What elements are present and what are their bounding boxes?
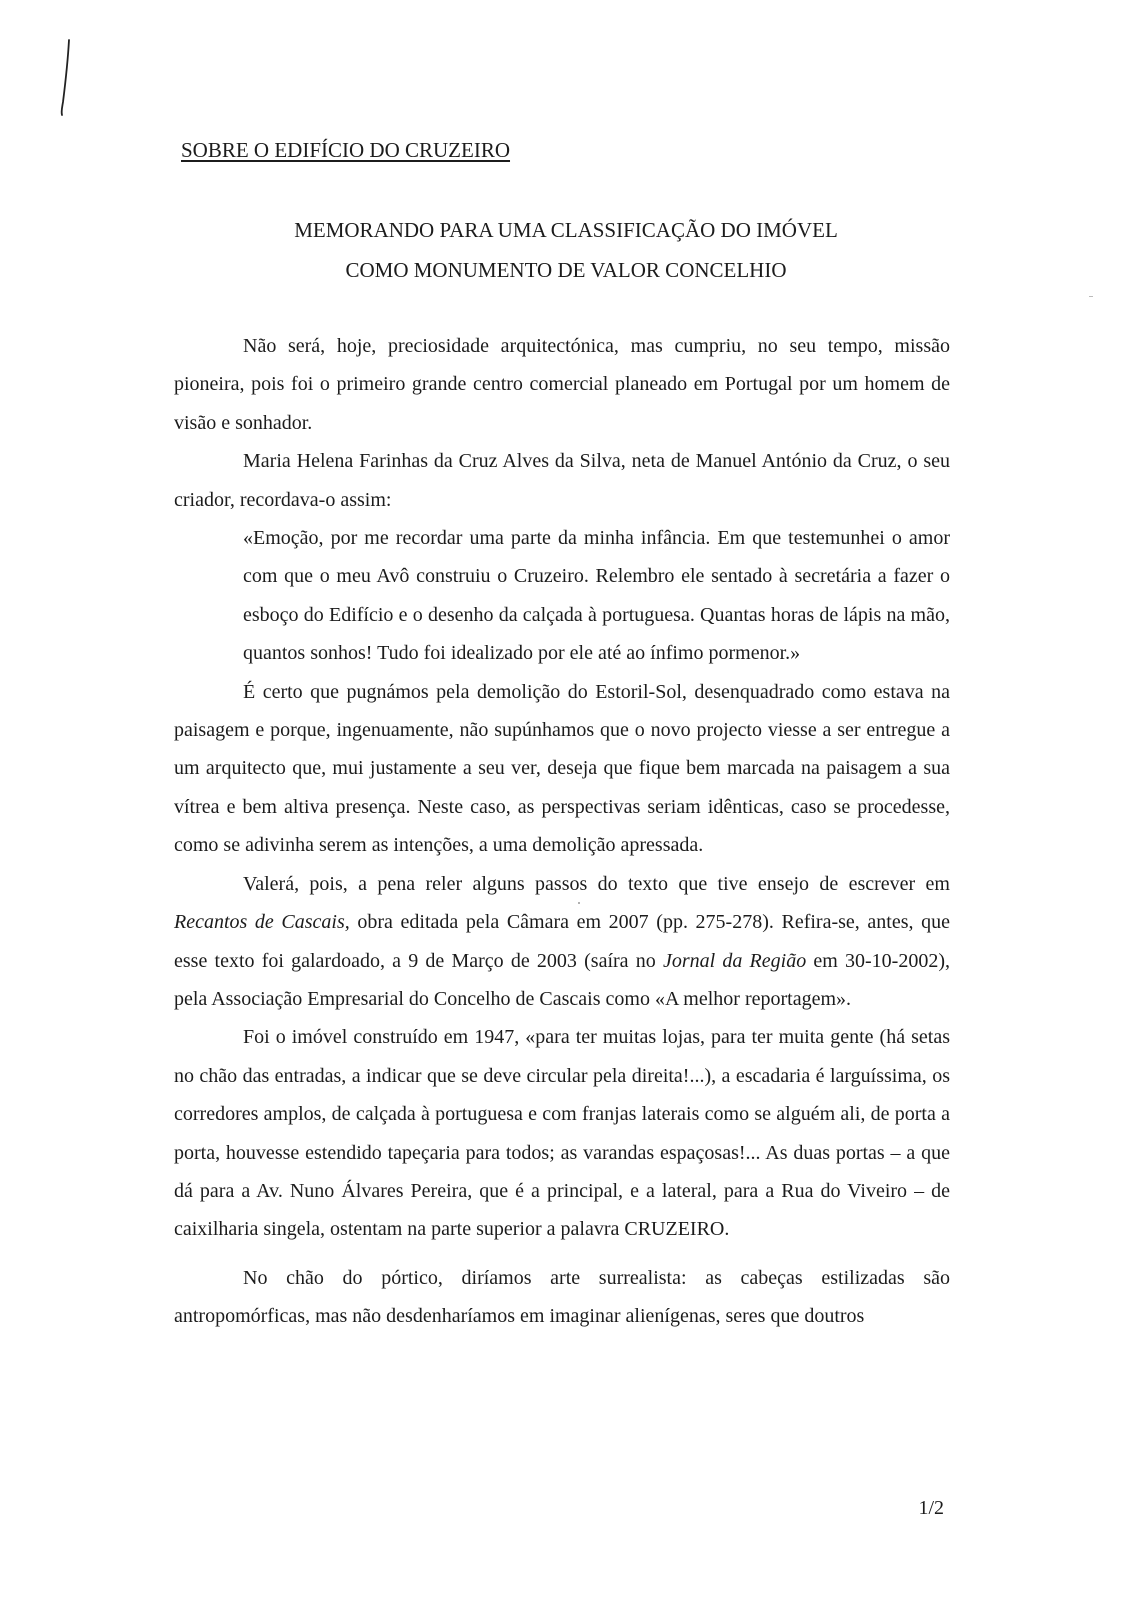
- paragraph-7: No chão do pórtico, diríamos arte surrealista: as cabeças estilizadas são antropomórficas, mas não desdenharíamos em imaginar alienígenas, seres que doutros: [174, 1266, 950, 1328]
- paragraph-6: Foi o imóvel construído em 1947, «para ter muitas lojas, para ter muita gente (há setas no chão das entradas, a indicar que se deve circular pela direita!...), a escadaria é larguíssima, os corredores amplos, de calçada à portuguesa e com franjas laterais como se alguém ali, de porta a porta, houvesse estendido tapeçaria para todos; as varandas espaçosas!... As duas portas – a que dá para a Av. Nuno Álvares Pereira, que é a principal, e a lateral, para a Rua do Viveiro – de caixilharia singela, ostentam na parte superior a palavra CRUZEIRO.: [174, 1026, 950, 1241]
- paragraph-2: Maria Helena Farinhas da Cruz Alves da Silva, neta de Manuel António da Cruz, o seu criador, recordava-o assim:: [174, 450, 950, 511]
- scan-speck: [578, 902, 580, 904]
- paragraph-4: É certo que pugnámos pela demolição do Estoril-Sol, desenquadrado como estava na paisagem e porque, ingenuamente, não supúnhamos que o novo projecto viesse a ser entregue a um arquitecto que, mui justamente a seu ver, deseja que fique bem marcada na paisagem a sua vítrea e bem altiva presença. Neste caso, as perspectivas seriam idênticas, caso se procedesse, como se adivinha serem as intenções, a uma demolição apressada.: [174, 680, 950, 857]
- scan-edge-mark: [1089, 296, 1093, 297]
- document-title: SOBRE O EDIFÍCIO DO CRUZEIRO: [181, 138, 511, 162]
- paragraph-1: Não será, hoje, preciosidade arquitectónica, mas cumpriu, no seu tempo, missão pioneira, pois foi o primeiro grande centro comercial planeado em Portugal por um homem de visão e sonhador.: [174, 335, 950, 434]
- document-subtitle-line-2: COMO MONUMENTO DE VALOR CONCELHIO: [345, 258, 787, 282]
- paragraph-5: [174, 865, 950, 1019]
- paragraph-5-text-e: em 30-10-2002), pela Associação Empresarial do Concelho de Cascais como «A melhor reportagem».: [174, 949, 951, 1010]
- paragraph-quote: «Emoção, por me recordar uma parte da minha infância. Em que testemunhei o amor com que o meu Avô construiu o Cruzeiro. Relembro ele sentado à secretária a fazer o esboço do Edifício e o desenho da calçada à portuguesa. Quantas horas de lápis na mão, quantos sonhos! Tudo foi idealizado por ele até ao ínfimo pormenor.»: [243, 527, 950, 665]
- paragraph-5-text-c: obra editada pela Câmara em 2007 (pp. 275-278). Refira-se, antes, que esse texto foi galardoado, a 9 de Março de 2003 (saíra no: [174, 911, 950, 972]
- paragraph-gap: [174, 1249, 950, 1259]
- book-title-recantos-de-cascais: Recantos de Cascais,: [174, 911, 350, 934]
- document-body: [174, 327, 950, 1336]
- document-subtitle-line-1: MEMORANDO PARA UMA CLASSIFICAÇÃO DO IMÓVEL: [294, 218, 838, 242]
- newspaper-title-jornal-da-regiao: Jornal da Região: [662, 949, 807, 972]
- handwritten-margin-mark: [55, 38, 85, 118]
- page-number: 1/2: [918, 1497, 944, 1519]
- paragraph-5-text-a: Valerá, pois, a pena reler alguns passos do texto que tive ensejo de escrever em: [243, 872, 950, 895]
